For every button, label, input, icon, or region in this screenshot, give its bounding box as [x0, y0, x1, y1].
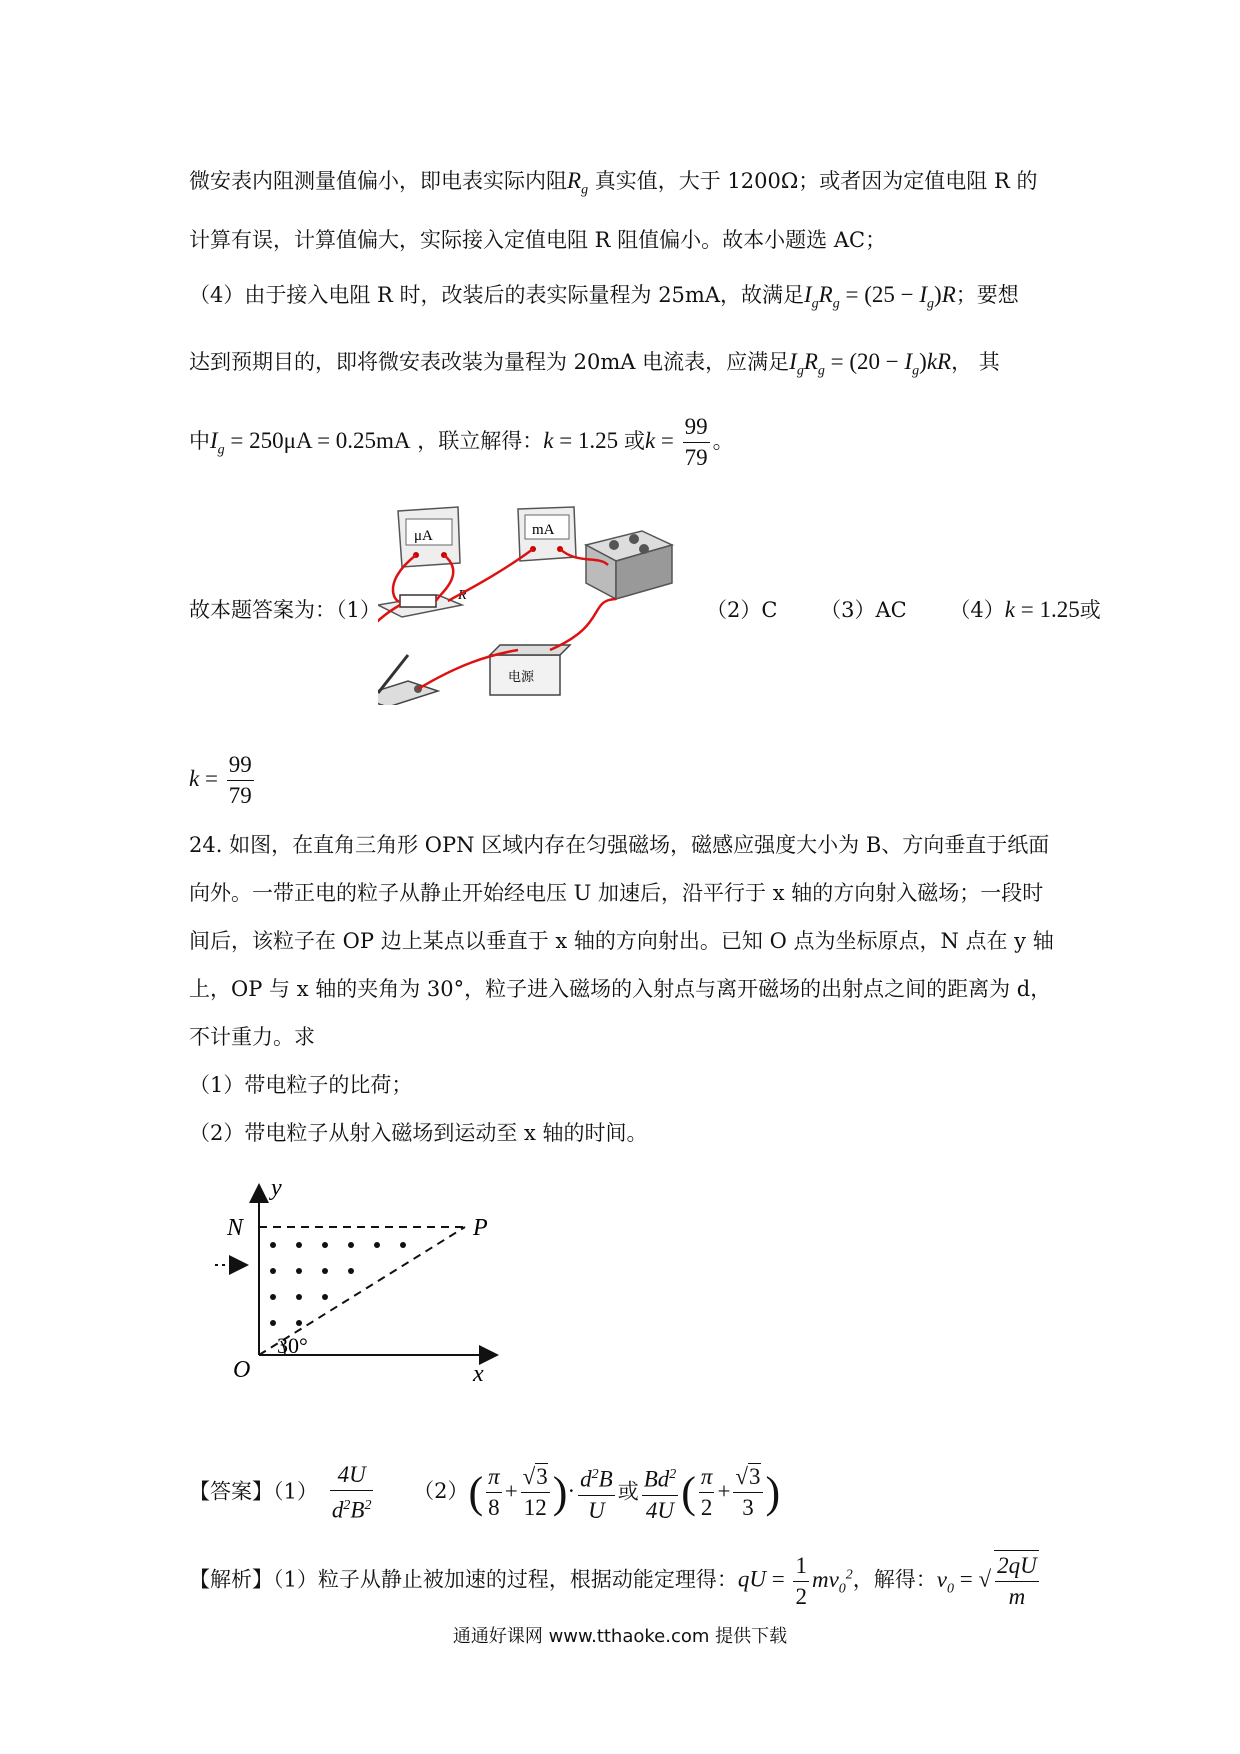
text-segment: ；要想 — [955, 283, 1019, 307]
k-fraction-line: k = $\frac{99}{79}$ — [189, 750, 257, 811]
answer-line — [189, 595, 381, 625]
answer-label: 【答案】（1） — [189, 1479, 318, 1504]
resistance-box — [586, 531, 672, 599]
answer-line-q24: 【答案】（1） $\frac{4U}{d^2B^2}$ （2）( $\frac{\pi}{8}$ + $\frac{√3}{12}$ )· $\frac{d^2B}{U}$ 或 $\frac{Bd^2}{4U}$ ( $\frac{\pi}{2}$ + $\frac{√3}{3}$ ) — [189, 1460, 780, 1526]
y-axis-label: y — [271, 1175, 282, 1201]
n-point-label: N — [227, 1215, 244, 1241]
text-line-1: 微安表内阻测量值偏小，即电表实际内阻$R_g$ 真实值，大于 1200Ω；或者因为定值电阻 R 的 — [189, 168, 1038, 198]
microammeter-label: μA — [414, 528, 433, 544]
text-segment: 微安表内阻测量值偏小，即电表实际内阻 — [189, 169, 567, 193]
microammeter — [398, 507, 460, 567]
angle-label: 30° — [277, 1333, 308, 1358]
fraction-99-79: $\frac{99}{79}$ — [228, 752, 252, 808]
q24-line-7: （2）带电粒子从射入磁场到运动至 x 轴的时间。 — [189, 1121, 648, 1145]
fraction-charge-ratio: $\frac{4U}{d^2B^2}$ — [331, 1462, 372, 1523]
text-segment: 或 — [623, 429, 645, 453]
text-segment: 中 — [189, 429, 210, 453]
x-axis-label: x — [473, 1361, 484, 1387]
text-segment: 。 — [712, 429, 734, 453]
analysis-label: 【解析】（1）粒子从静止被加速的过程，根据动能定理得： — [189, 1567, 738, 1592]
knife-switch — [378, 655, 438, 705]
answer-choices: （2）C （3）AC （4）k = 1.25或 — [706, 597, 1101, 622]
origin-label: O — [233, 1357, 251, 1383]
answer-2: （2）C — [706, 598, 778, 622]
p-point-label: P — [473, 1215, 488, 1241]
text-segment: ，解得： — [852, 1567, 937, 1592]
fraction-99-79: $\frac{99}{79}$ — [684, 414, 708, 470]
answer-4: （4） — [949, 598, 1005, 622]
circuit-diagram — [378, 505, 698, 705]
text-segment: 或 — [617, 1479, 639, 1504]
q24-line-3: 间后，该粒子在 OP 边上某点以垂直于 x 轴的方向射出。已知 O 点为坐标原点，N 点在 y 轴 — [189, 929, 1054, 953]
text-segment: 或 — [1079, 598, 1101, 622]
text-segment: ， 其 — [951, 350, 1000, 374]
text-line-2: 计算有误，计算值偏大，实际接入定值电阻 R 阻值偏小。故本小题选 AC； — [189, 228, 887, 252]
answer-part-2: （2） — [413, 1479, 469, 1504]
power-source-label: 电源 — [508, 669, 535, 684]
page-footer: 通通好课网 www.tthaoke.com 提供下载 — [452, 1626, 788, 1647]
magnetic-field-dots — [270, 1242, 406, 1326]
milliammeter-label: mA — [532, 522, 555, 538]
magnetic-field-figure — [215, 1175, 515, 1395]
text-line-4: 达到预期目的，即将微安表改装为量程为 20mA 电流表，应满足$I_gR_g = (20 - I_g)kR$， 其 — [189, 349, 1000, 379]
text-line-3: （4）由于接入电阻 R 时，改装后的表实际量程为 25mA，故满足$I_gR_g = (25 - I_g)R$；要想 — [189, 282, 1019, 312]
text-segment: ，联立解得： — [417, 429, 544, 453]
resistor — [378, 588, 467, 617]
q24-line-6: （1）带电粒子的比荷； — [189, 1073, 413, 1097]
q24-line-5: 不计重力。求 — [189, 1025, 315, 1049]
text-segment: （4）由于接入电阻 R 时，改装后的表实际量程为 25mA，故满足 — [189, 283, 804, 307]
analysis-line: 【解析】（1）粒子从静止被加速的过程，根据动能定理得：qU = $\frac{1}{2}$ $mv_0^2$，解得：$v_0$ = √ $\frac{2qU}{m}$ — [189, 1550, 1042, 1612]
q24-line-2: 向外。一带正电的粒子从静止开始经电压 U 加速后，沿平行于 x 轴的方向射入磁场；一段时 — [189, 881, 1044, 905]
text-line-5: 中$I_g = 250\mu A = 0.25mA$ ，联立解得：k = 1.25 或k = $\frac{99}{79}$ 。 — [189, 412, 734, 473]
q24-line-4: 上，OP 与 x 轴的夹角为 30°，粒子进入磁场的入射点与离开磁场的出射点之间的距离为 d， — [189, 977, 1052, 1001]
text-segment: 故本题答案为：（1） — [189, 598, 381, 622]
q24-line-1: 24. 如图，在直角三角形 OPN 区域内存在匀强磁场，磁感应强度大小为 B、方向垂直于纸面 — [189, 833, 1050, 857]
answer-3: （3）AC — [820, 598, 907, 622]
text-segment: 真实值，大于 1200Ω；或者因为定值电阻 R 的 — [594, 169, 1038, 193]
resistor-label: R — [458, 588, 467, 603]
text-segment: 达到预期目的，即将微安表改装为量程为 20mA 电流表，应满足 — [189, 350, 790, 374]
